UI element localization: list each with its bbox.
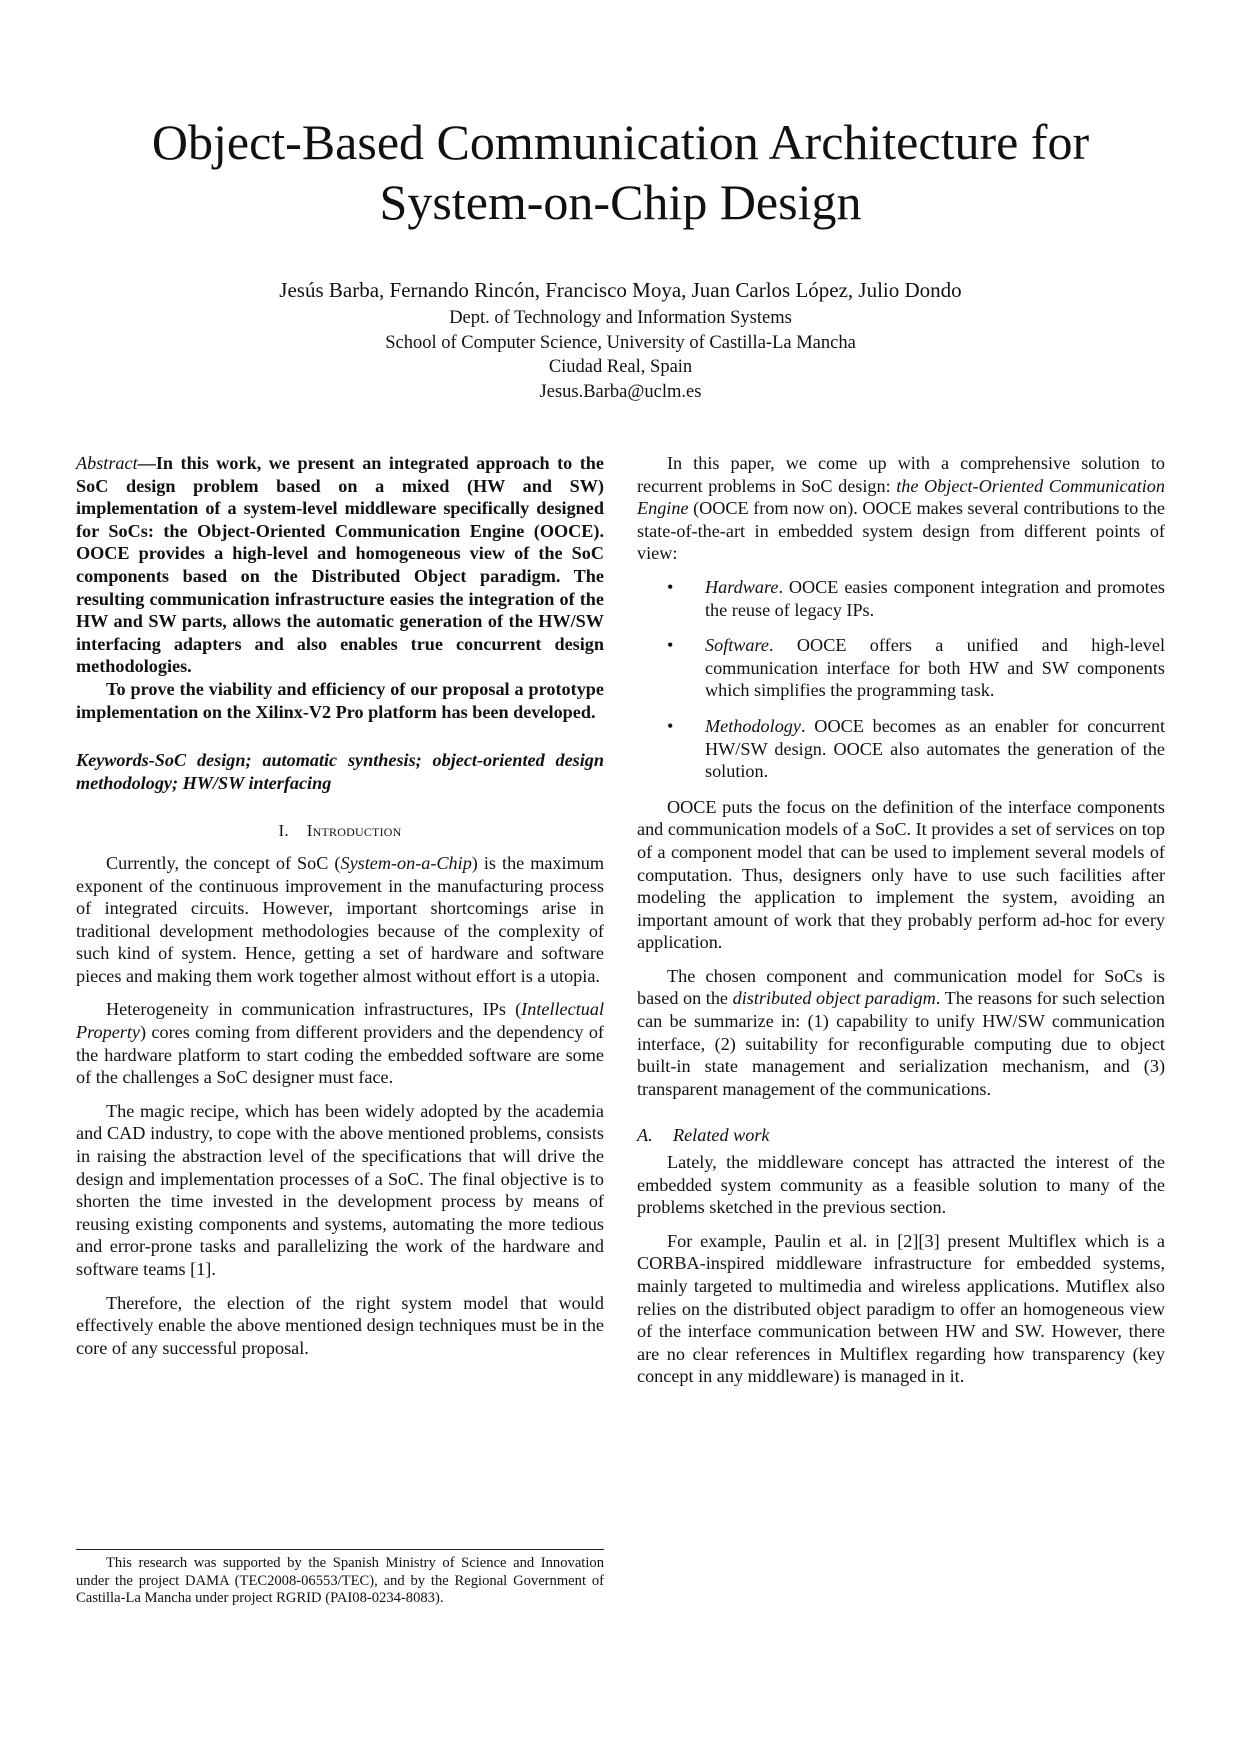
bullet-icon: • bbox=[667, 635, 674, 656]
emphasis-run: the Object-Oriented Communication Engine bbox=[637, 475, 1165, 519]
text-run: Heterogeneity in communication infrastructures, IPs ( bbox=[106, 999, 522, 1020]
right-column bbox=[637, 452, 1165, 1399]
abstract-dash: — bbox=[137, 453, 156, 473]
list-item-term: Software bbox=[705, 635, 769, 656]
footnote-divider bbox=[76, 1549, 604, 1550]
keywords: Keywords-SoC design; automatic synthesis; object-oriented design methodology; HW/SW interfacing bbox=[76, 750, 604, 793]
subsection-title: Related work bbox=[673, 1125, 770, 1146]
intro-paragraph-4: Therefore, the election of the right system model that would effectively enable the above mentioned design techniques must be in the core of any successful proposal. bbox=[76, 1292, 604, 1358]
left-column bbox=[76, 452, 604, 1370]
list-item-term: Methodology bbox=[705, 715, 801, 736]
section-number: I. bbox=[278, 821, 289, 841]
list-item-text: . OOCE easies component integration and promotes the reuse of legacy IPs. bbox=[705, 576, 1165, 620]
text-run: In this paper, we come up with a comprehensive solution to recurrent problems in SoC design: bbox=[637, 453, 1165, 496]
bullet-icon: • bbox=[667, 576, 674, 597]
title-line-1: Object-Based Communication Architecture for bbox=[151, 114, 1090, 170]
text-run: Currently, the concept of SoC ( bbox=[106, 852, 341, 873]
author-list: Jesús Barba, Fernando Rincón, Francisco Moya, Juan Carlos López, Julio Dondo bbox=[279, 278, 962, 302]
subsection-heading-related-work bbox=[637, 1124, 1165, 1147]
list-item bbox=[637, 715, 1165, 783]
body-paragraph-1 bbox=[637, 452, 1165, 565]
text-run: . The reasons for such selection can be summarize in: (1) capability to unify HW/SW communication interface, (2) suitability for reconfigurable computing due to object built-in state management and serialization mechanism, and (3) transparent management of the communications. bbox=[637, 988, 1165, 1099]
list-item bbox=[637, 634, 1165, 702]
list-item-text: . OOCE offers a unified and high-level communication interface for both HW and SW components which simplifies the programming task. bbox=[705, 635, 1165, 701]
text-run: (OOCE from now on). OOCE makes several contributions to the state-of-the-art in embedded system design from different points of view: bbox=[637, 498, 1165, 564]
list-item bbox=[637, 576, 1165, 621]
related-paragraph-1: Lately, the middleware concept has attracted the interest of the embedded system community as a feasible solution to many of the problems sketched in the previous section. bbox=[637, 1152, 1165, 1218]
title-line-2: System-on-Chip Design bbox=[379, 174, 862, 230]
abstract-label: Abstract bbox=[76, 453, 138, 473]
intro-paragraph-1 bbox=[76, 852, 604, 988]
text-run: ) is the maximum exponent of the continuous improvement in the manufacturing process of integrated circuits. However, important shortcomings arise in traditional development methodologies because of the complexity of such kind of system. Hence, getting a set of hardware and software pieces and making them work together almost without effort is a utopia. bbox=[76, 852, 604, 986]
affiliation-block bbox=[80, 306, 1161, 404]
abstract-text: In this work, we present an integrated approach to the SoC design problem based on a mixed (HW and SW) implementation of a system-level middleware specifically designed for SoCs: the Object-Oriented Communication Engine (OOCE). OOCE provides a high-level and homogeneous view of the SoC components based on the Distributed Object paradigm. The resulting communication infrastructure easies the integration of the HW and SW parts, allows the automatic generation of the HW/SW interfacing adapters and also enables true concurrent design methodologies. bbox=[76, 453, 604, 677]
section-heading-introduction bbox=[76, 820, 604, 843]
bullet-icon: • bbox=[667, 715, 674, 736]
intro-paragraph-2 bbox=[76, 998, 604, 1088]
list-item-term: Hardware bbox=[705, 576, 779, 597]
intro-paragraph-3: The magic recipe, which has been widely adopted by the academia and CAD industry, to cope with the above mentioned problems, consists in raising the abstraction level of the specifications that will drive the design and implementation processes of a SoC. The final objective is to shorten the time invested in the development process by means of reusing existing components and systems, automating the more tedious and error-prone tasks and parallelizing the work of the hardware and software teams [1]. bbox=[76, 1100, 604, 1279]
body-paragraph-2: OOCE puts the focus on the definition of the interface components and communication models of a SoC. It provides a set of services on top of a component model that can be used to implement several models of computation. Thus, designers only have to use such facilities after modeling the application to implement the system, avoiding an important amount of work that they probably perform ad-hoc for every application. bbox=[637, 796, 1165, 953]
abstract-paragraph bbox=[76, 452, 604, 678]
text-run: ) cores coming from different providers and the dependency of the hardware platform to start coding the embedded software are some of the challenges a SoC designer must face. bbox=[76, 1022, 604, 1088]
footnote: This research was supported by the Spanish Ministry of Science and Innovation under the project DAMA (TEC2008-06553/TEC), and by the Regional Government of Castilla-La Mancha under project RGRID (PAI08-0234-8083). bbox=[76, 1555, 604, 1607]
emphasis-run: Intellectual Property bbox=[76, 999, 604, 1043]
body-paragraph-3 bbox=[637, 965, 1165, 1101]
affiliation-location: Ciudad Real, Spain bbox=[548, 357, 693, 377]
paper-title bbox=[80, 112, 1161, 232]
section-title: Introduction bbox=[306, 821, 402, 841]
text-run: The chosen component and communication model for SoCs is based on the bbox=[637, 965, 1165, 1009]
emphasis-run: distributed object paradigm bbox=[732, 988, 936, 1009]
list-item-text: . OOCE becomes as an enabler for concurrent HW/SW design. OOCE also automates the generation of the solution. bbox=[705, 715, 1165, 782]
affiliation-school: School of Computer Science, University of Castilla-La Mancha bbox=[385, 332, 856, 353]
emphasis-run: System-on-a-Chip bbox=[340, 852, 472, 873]
affiliation-department: Dept. of Technology and Information Systems bbox=[449, 308, 792, 328]
related-paragraph-2: For example, Paulin et al. in [2][3] present Multiflex which is a CORBA-inspired middleware infrastructure for embedded systems, mainly targeted to multimedia and wireless applications. Mutiflex also relies on the distributed object paradigm to offer an homogeneous view of the interface communication between HW and SW. However, there are no clear references in Multiflex regarding how transparency (key concept in any middleware) is managed in it. bbox=[637, 1230, 1165, 1387]
contribution-list bbox=[637, 576, 1165, 783]
subsection-number: A. bbox=[637, 1125, 653, 1146]
abstract-paragraph-2: To prove the viability and efficiency of our proposal a prototype implementation on the Xilinx-V2 Pro platform has been developed. bbox=[76, 678, 604, 722]
affiliation-email: Jesus.Barba@uclm.es bbox=[539, 381, 702, 402]
